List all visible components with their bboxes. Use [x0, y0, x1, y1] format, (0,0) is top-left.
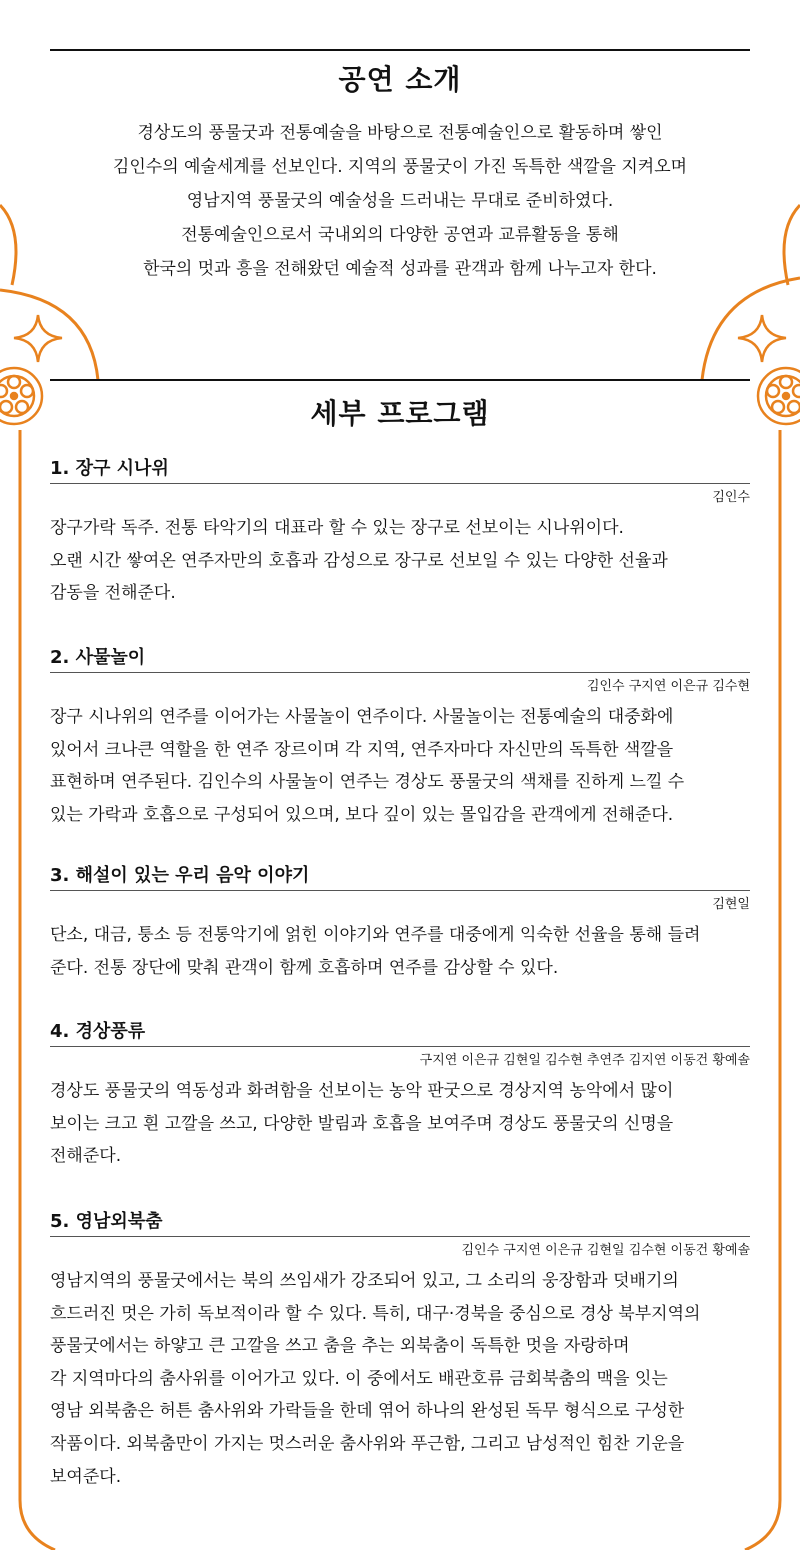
program-item-performers: 김인수 구지연 이은규 김수현 [586, 679, 750, 694]
description-line: 단소, 대금, 퉁소 등 전통악기에 얽힌 이야기와 연주를 대중에게 익숙한 선율을 통해 들려 [50, 925, 701, 945]
program-item-rule [50, 483, 750, 484]
intro-title: 공연 소개 [338, 63, 462, 96]
program-item-heading: 3. 해설이 있는 우리 음악 이야기 [50, 865, 310, 886]
description-line: 흐드러진 멋은 가히 독보적이라 할 수 있다. 특히, 대구·경북을 중심으로 경상 북부지역의 [50, 1303, 701, 1324]
program-item-heading: 2. 사물놀이 [50, 647, 146, 668]
description-line: 보이는 크고 흰 고깔을 쓰고, 다양한 발림과 호흡을 보여주며 경상도 풍물굿의 신명을 [50, 1113, 674, 1134]
right-flower-medallion-icon [758, 368, 800, 424]
program-item-5 [50, 1208, 750, 1493]
description-line: 영남 외북춤은 허튼 춤사위와 가락들을 한데 엮어 하나의 완성된 독무 형식으로 구성한 [50, 1401, 685, 1422]
program-item-performers: 김현일 [712, 897, 750, 912]
program-item-rule [50, 1236, 750, 1237]
right-arch [702, 278, 800, 380]
program-item-heading: 4. 경상풍류 [50, 1021, 146, 1042]
left-arch [0, 290, 98, 380]
intro-line: 한국의 멋과 흥을 전해왔던 예술적 성과를 관객과 함께 나누고자 한다. [143, 259, 657, 279]
intro-line: 김인수의 예술세계를 선보인다. 지역의 풍물굿이 가진 독특한 색깔을 지켜오며 [112, 157, 688, 177]
program-item-performers: 김인수 구지연 이은규 김현일 김수현 이동건 황예솔 [461, 1243, 750, 1258]
intro-text [50, 116, 750, 286]
description-line: 작품이다. 외북춤만이 가지는 멋스러운 춤사위와 푸근함, 그리고 남성적인 힘찬 기운을 [50, 1433, 685, 1454]
intro-top-rule [50, 49, 750, 51]
program-item-description [50, 512, 750, 610]
program-item-rule [50, 1046, 750, 1047]
left-flower-medallion-icon [0, 368, 42, 424]
program-item-rule [50, 672, 750, 673]
program-item-rule [50, 890, 750, 891]
program-item-heading: 1. 장구 시나위 [50, 458, 169, 479]
intro-line: 전통예술인으로서 국내외의 다양한 공연과 교류활동을 통해 [181, 225, 619, 245]
program-item-performers: 김인수 [712, 490, 750, 505]
description-line: 있는 가락과 호흡으로 구성되어 있으며, 보다 깊이 있는 몰입감을 관객에게 전해준다. [50, 804, 674, 825]
description-line: 장구 시나위의 연주를 이어가는 사물놀이 연주이다. 사물놀이는 전통예술의 대중화에 [50, 707, 674, 727]
description-line: 있어서 크나큰 역할을 한 연주 장르이며 각 지역, 연주자마다 자신만의 독특한 색깔을 [50, 739, 674, 760]
right-upper-arc [784, 205, 800, 285]
right-sparkle-icon [738, 315, 786, 362]
program-item-2 [50, 644, 750, 831]
description-line: 풍물굿에서는 하얗고 큰 고깔을 쓰고 춤을 추는 외북춤이 독특한 멋을 자랑하며 [50, 1336, 630, 1357]
program-item-heading: 5. 영남외북춤 [50, 1211, 163, 1232]
program-item-performers: 구지연 이은규 김현일 김수현 추연주 김지연 이동건 황예솔 [419, 1053, 750, 1068]
program-item-3 [50, 862, 750, 984]
description-line: 경상도 풍물굿의 역동성과 화려함을 선보이는 농악 판굿으로 경상지역 농악에서 많이 [50, 1081, 674, 1101]
program-top-rule [50, 379, 750, 381]
description-line: 오랜 시간 쌓여온 연주자만의 호흡과 감성으로 장구로 선보일 수 있는 다양한 선율과 [50, 550, 668, 571]
description-line: 영남지역의 풍물굿에서는 북의 쓰임새가 강조되어 있고, 그 소리의 웅장함과 덧배기의 [50, 1271, 679, 1291]
program-item-4 [50, 1018, 750, 1173]
left-sparkle-icon [14, 315, 62, 362]
program-item-description [50, 1075, 750, 1173]
description-line: 감동을 전해준다. [50, 583, 176, 604]
program-item-description [50, 919, 750, 984]
intro-line: 경상도의 풍물굿과 전통예술을 바탕으로 전통예술인으로 활동하며 쌓인 [137, 123, 663, 143]
description-line: 각 지역마다의 춤사위를 이어가고 있다. 이 중에서도 배관호류 금회북춤의 맥을 잇는 [50, 1368, 668, 1389]
description-line: 전해준다. [50, 1146, 122, 1167]
right-frame-line [745, 430, 780, 1550]
description-line: 준다. 전통 장단에 맞춰 관객이 함께 호흡하며 연주를 감상할 수 있다. [50, 957, 559, 978]
intro-line: 영남지역 풍물굿의 예술성을 드러내는 무대로 준비하였다. [186, 191, 614, 211]
program-title: 세부 프로그램 [310, 397, 490, 430]
program-item-description [50, 1265, 750, 1493]
description-line: 장구가락 독주. 전통 타악기의 대표라 할 수 있는 장구로 선보이는 시나위이다. [50, 518, 624, 538]
description-line: 표현하며 연주된다. 김인수의 사물놀이 연주는 경상도 풍물굿의 색채를 진하게 느낄 수 [50, 772, 685, 793]
program-item-1 [50, 455, 750, 610]
left-upper-arc [0, 205, 16, 285]
program-item-description [50, 701, 750, 831]
description-line: 보여준다. [50, 1466, 122, 1487]
